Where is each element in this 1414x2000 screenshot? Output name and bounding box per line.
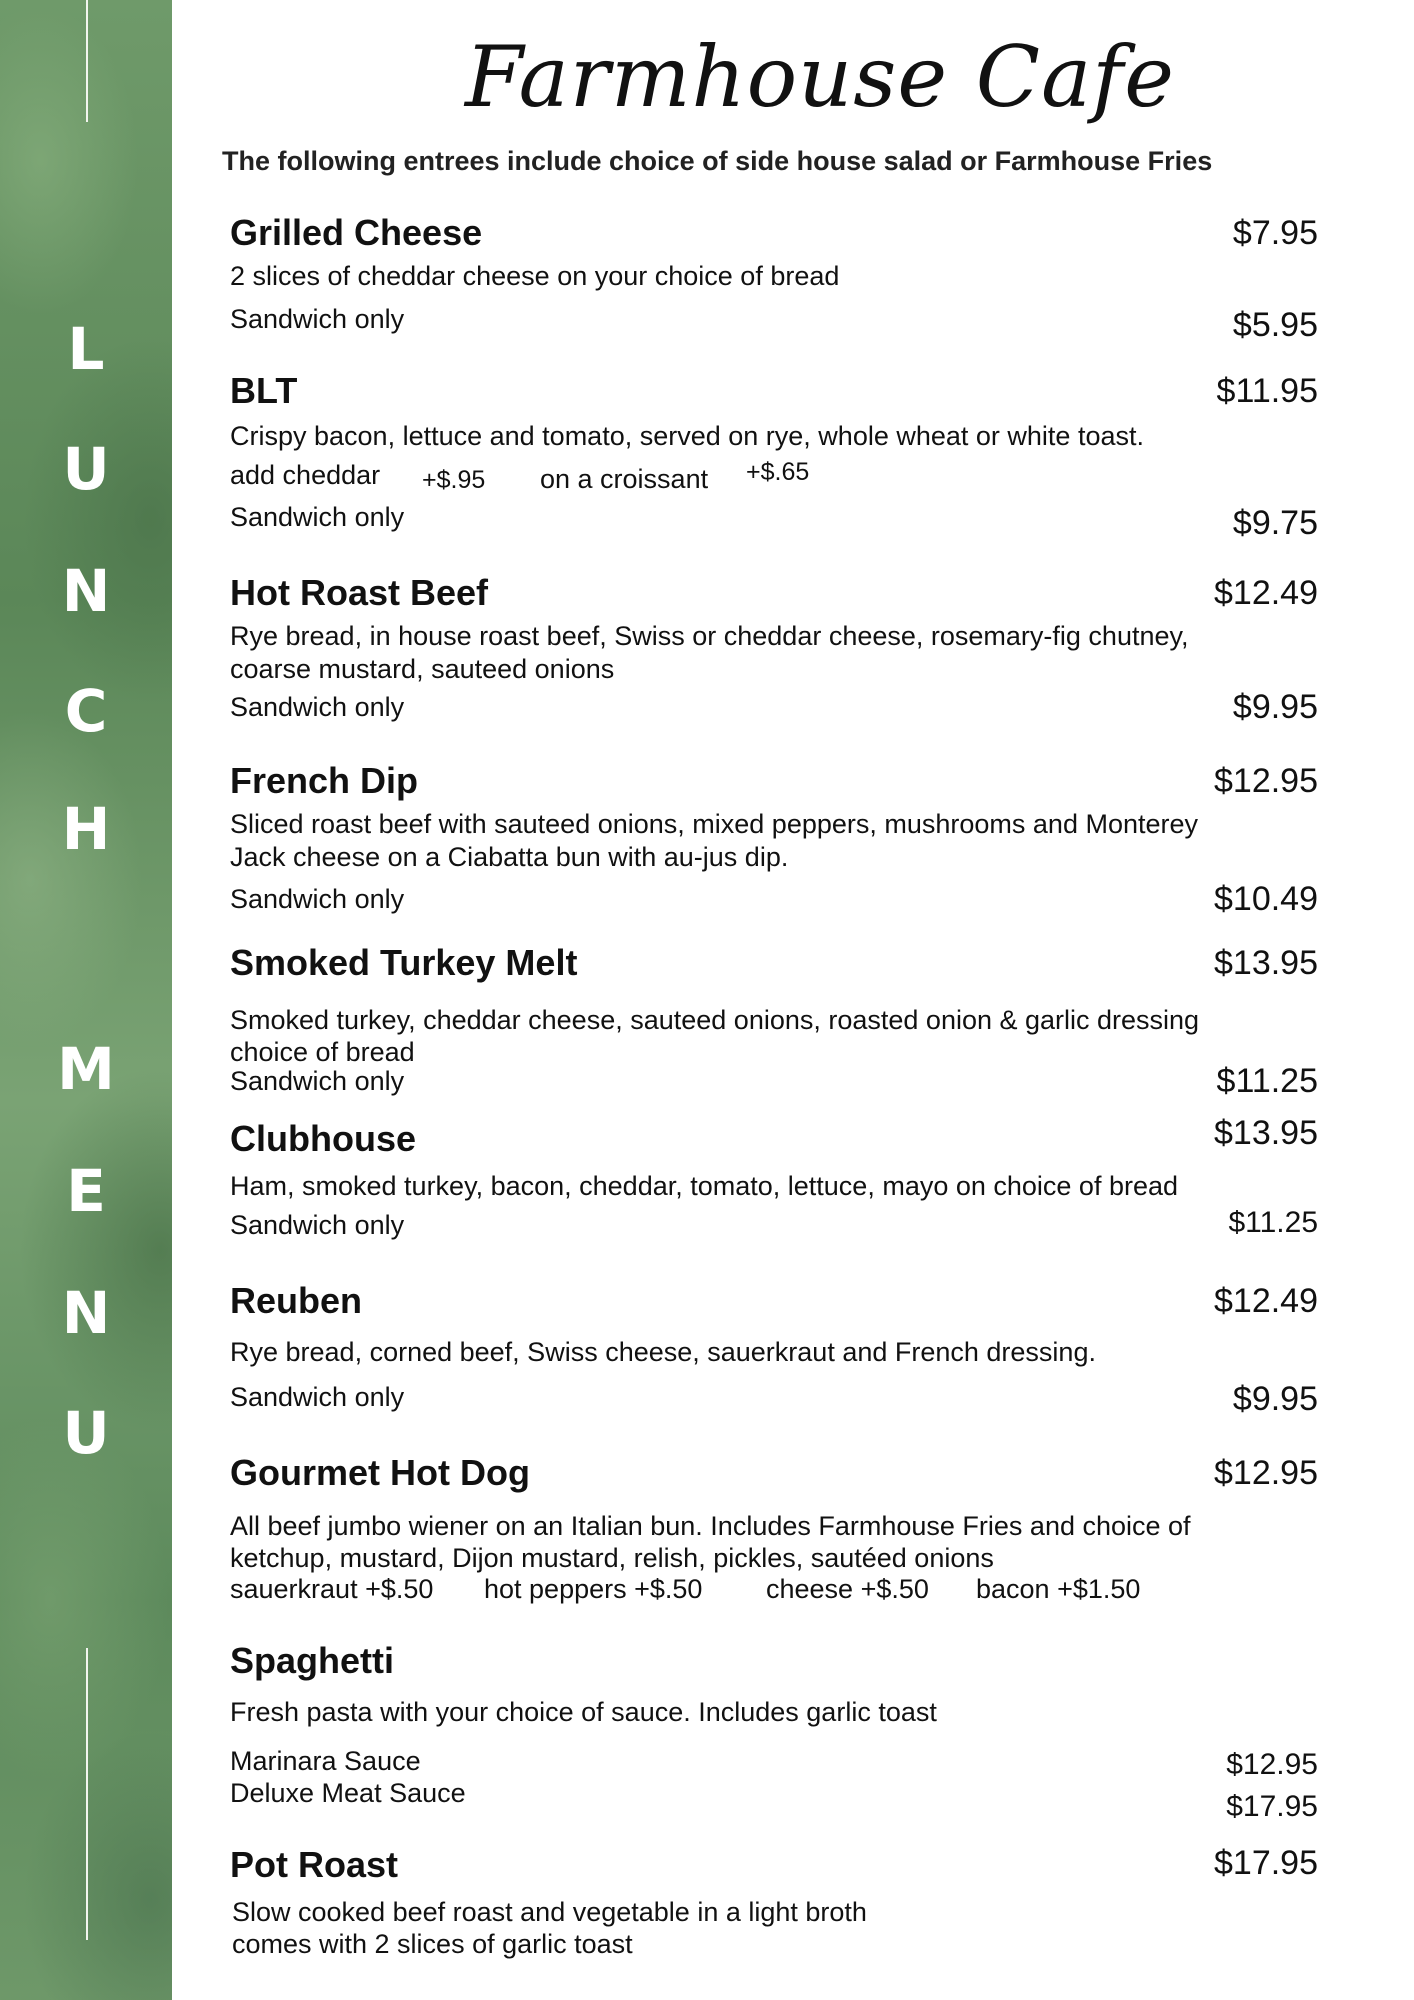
option-row bbox=[230, 1778, 1318, 1823]
menu-item-french-dip bbox=[230, 760, 1318, 802]
menu-item-spaghetti bbox=[230, 1640, 1318, 1682]
menu-item-hot-roast-beef bbox=[230, 572, 1318, 614]
sidebar-letter: U bbox=[62, 1399, 110, 1467]
sidebar-letter: N bbox=[61, 557, 111, 625]
sidebar-letter: N bbox=[61, 1279, 111, 1347]
menu-item-smoked-turkey-melt bbox=[230, 942, 1318, 984]
page-subtitle: The following entrees include choice of side house salad or Farmhouse Fries bbox=[222, 146, 1213, 176]
sandwich-only-label: Sandwich only bbox=[230, 502, 405, 532]
option-price: $17.95 bbox=[1226, 1790, 1318, 1823]
sandwich-only-row bbox=[230, 304, 1318, 344]
sandwich-only-label: Sandwich only bbox=[230, 692, 405, 722]
addon-row bbox=[230, 460, 1318, 496]
menu-item-grilled-cheese bbox=[230, 212, 1318, 254]
sandwich-only-price: $11.25 bbox=[1228, 1206, 1318, 1239]
item-description: Crispy bacon, lettuce and tomato, served on rye, whole wheat or white toast. bbox=[230, 421, 1144, 451]
sandwich-only-price: $10.49 bbox=[1214, 880, 1318, 918]
item-name: Clubhouse bbox=[230, 1118, 416, 1159]
addon-label: add cheddar bbox=[230, 460, 381, 490]
menu-item-blt bbox=[230, 370, 1318, 412]
item-description-line: Rye bread, in house roast beef, Swiss or cheddar cheese, rosemary-fig chutney, bbox=[230, 621, 1189, 651]
sandwich-only-label: Sandwich only bbox=[230, 1066, 405, 1096]
item-name: Grilled Cheese bbox=[230, 212, 483, 253]
sandwich-only-row bbox=[230, 880, 1318, 918]
item-name: Pot Roast bbox=[230, 1844, 399, 1885]
sandwich-only-price: $9.95 bbox=[1232, 688, 1318, 726]
item-description-line: Slow cooked beef roast and vegetable in a light broth bbox=[232, 1897, 867, 1927]
menu-item-gourmet-hot-dog bbox=[230, 1452, 1318, 1494]
item-name: Spaghetti bbox=[230, 1640, 395, 1681]
item-description-line: Sliced roast beef with sauteed onions, mixed peppers, mushrooms and Monterey bbox=[230, 809, 1199, 839]
sidebar-letter: H bbox=[61, 795, 111, 863]
sandwich-only-label: Sandwich only bbox=[230, 1210, 405, 1240]
sidebar-letter: E bbox=[66, 1157, 106, 1225]
sidebar-letter: U bbox=[62, 435, 110, 503]
sandwich-only-row bbox=[230, 1380, 1318, 1418]
menu-item-pot-roast bbox=[230, 1844, 1318, 1886]
option-row bbox=[230, 1746, 1318, 1781]
item-description: Fresh pasta with your choice of sauce. Includes garlic toast bbox=[230, 1697, 937, 1727]
sandwich-only-label: Sandwich only bbox=[230, 304, 405, 334]
item-price: $12.95 bbox=[1214, 1454, 1318, 1492]
sandwich-only-price: $9.75 bbox=[1232, 504, 1318, 542]
menu-item-clubhouse bbox=[230, 1114, 1318, 1160]
item-description-line: Smoked turkey, cheddar cheese, sauteed onions, roasted onion & garlic dressing bbox=[230, 1005, 1200, 1035]
item-name: Smoked Turkey Melt bbox=[230, 942, 578, 983]
item-price: $12.95 bbox=[1214, 762, 1318, 800]
item-description-line: Jack cheese on a Ciabatta bun with au-jus dip. bbox=[230, 842, 789, 872]
sidebar-divider-bottom bbox=[86, 1648, 88, 1940]
item-description: Rye bread, corned beef, Swiss cheese, sauerkraut and French dressing. bbox=[230, 1337, 1096, 1367]
sandwich-only-label: Sandwich only bbox=[230, 884, 405, 914]
item-description: 2 slices of cheddar cheese on your choice of bread bbox=[230, 261, 840, 291]
item-price: $12.49 bbox=[1214, 1282, 1318, 1320]
item-name: Reuben bbox=[230, 1280, 363, 1321]
option-label: Deluxe Meat Sauce bbox=[230, 1778, 466, 1808]
sidebar-letter: L bbox=[67, 315, 105, 383]
item-description: Ham, smoked turkey, bacon, cheddar, tomato, lettuce, mayo on choice of bread bbox=[230, 1171, 1179, 1201]
item-description-line: comes with 2 slices of garlic toast bbox=[232, 1929, 633, 1959]
item-name: French Dip bbox=[230, 760, 419, 801]
addon-row bbox=[230, 1574, 1318, 1608]
addon-item: sauerkraut +$.50 bbox=[230, 1574, 434, 1604]
sandwich-only-label: Sandwich only bbox=[230, 1382, 405, 1412]
page-title: Farmhouse Cafe bbox=[465, 28, 1175, 126]
addon-label: on a croissant bbox=[540, 464, 709, 494]
sandwich-only-price: $5.95 bbox=[1232, 306, 1318, 344]
sandwich-only-row bbox=[230, 1206, 1318, 1241]
item-price: $7.95 bbox=[1232, 214, 1318, 252]
item-description-line: ketchup, mustard, Dijon mustard, relish, pickles, sautéed onions bbox=[230, 1543, 994, 1573]
sandwich-only-row bbox=[230, 502, 1318, 542]
option-label: Marinara Sauce bbox=[230, 1746, 421, 1776]
sandwich-only-price: $9.95 bbox=[1232, 1380, 1318, 1418]
addon-item: bacon +$1.50 bbox=[976, 1574, 1141, 1604]
sidebar-foliage bbox=[0, 0, 172, 2000]
addon-item: hot peppers +$.50 bbox=[484, 1574, 703, 1604]
option-price: $12.95 bbox=[1226, 1748, 1318, 1781]
item-name: BLT bbox=[230, 370, 298, 411]
addon-price: +$.65 bbox=[746, 458, 810, 486]
sidebar-divider-top bbox=[86, 0, 88, 122]
item-name: Gourmet Hot Dog bbox=[230, 1452, 530, 1493]
item-price: $11.95 bbox=[1216, 372, 1318, 410]
item-name: Hot Roast Beef bbox=[230, 572, 489, 613]
sandwich-only-price: $11.25 bbox=[1216, 1062, 1318, 1100]
item-price: $13.95 bbox=[1214, 944, 1318, 982]
addon-price: +$.95 bbox=[422, 466, 486, 494]
item-description-line: choice of bread bbox=[230, 1037, 415, 1067]
addon-item: cheese +$.50 bbox=[766, 1574, 929, 1604]
item-description-line: All beef jumbo wiener on an Italian bun. Includes Farmhouse Fries and choice of bbox=[230, 1511, 1191, 1541]
item-description-line: coarse mustard, sauteed onions bbox=[230, 654, 615, 684]
sidebar-letter: C bbox=[64, 677, 108, 745]
sandwich-only-row bbox=[230, 1062, 1318, 1100]
sidebar-letter: M bbox=[57, 1035, 115, 1103]
item-price: $12.49 bbox=[1214, 574, 1318, 612]
item-price: $17.95 bbox=[1214, 1844, 1318, 1882]
sandwich-only-row bbox=[230, 688, 1318, 726]
item-price: $13.95 bbox=[1214, 1114, 1318, 1152]
menu-item-reuben bbox=[230, 1280, 1318, 1322]
